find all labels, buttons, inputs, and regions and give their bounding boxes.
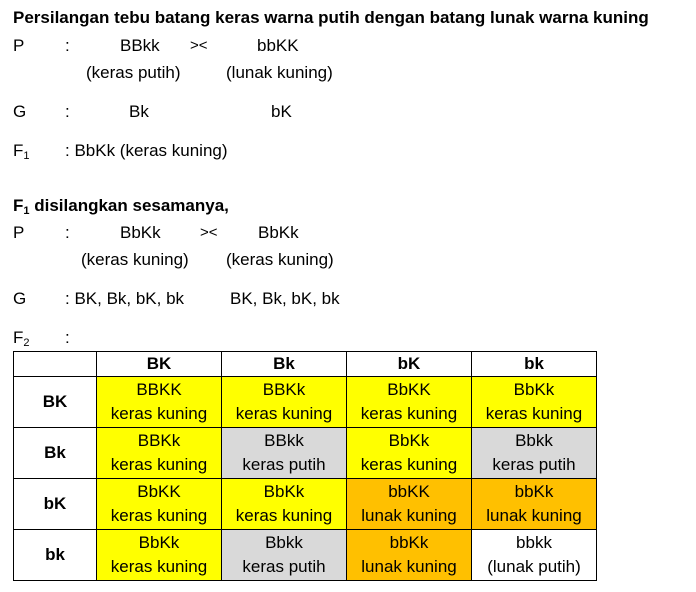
phenotype: keras putih [492, 455, 576, 474]
offspring-cell [97, 479, 222, 530]
genotype: BbKk [388, 431, 430, 450]
phenotype: lunak kuning [361, 506, 457, 525]
col-header: Bk [222, 352, 347, 377]
g-label: G [13, 102, 27, 121]
gamete-1: Bk [129, 102, 149, 121]
cross-symbol: >< [190, 37, 208, 54]
genotype: BbKk [513, 380, 555, 399]
genotype: bbKk [514, 482, 554, 501]
p2-colon: : [65, 223, 70, 242]
parent1-genotype: BbKk [120, 223, 161, 242]
parent2-genotype: bbKK [257, 36, 299, 55]
table-row [14, 377, 597, 428]
phenotype: (lunak putih) [487, 557, 581, 576]
row-header: Bk [14, 428, 97, 479]
phenotype: keras kuning [110, 506, 208, 525]
offspring-cell [347, 428, 472, 479]
phenotype: keras kuning [235, 506, 333, 525]
offspring-cell [472, 377, 597, 428]
phenotype: keras kuning [110, 557, 208, 576]
offspring-cell [472, 479, 597, 530]
f2-colon: : [65, 328, 70, 347]
gamete-2: bK [271, 102, 292, 121]
parent1-phenotype: (keras kuning) [81, 250, 189, 269]
phenotype: keras kuning [110, 455, 208, 474]
row-header: BK [14, 377, 97, 428]
row-header: bK [14, 479, 97, 530]
genotype: bbKk [389, 533, 429, 552]
genotype: BbKk [263, 482, 305, 501]
parent2-genotype: BbKk [258, 223, 299, 242]
parent2-phenotype: (lunak kuning) [226, 63, 333, 82]
genotype: bbKK [388, 482, 430, 501]
g-colon: : [65, 102, 70, 121]
p2-label: P [13, 223, 25, 242]
offspring-cell [472, 428, 597, 479]
phenotype: keras kuning [235, 404, 333, 423]
page-title: Persilangan tebu batang keras warna putih dengan batang lunak warna kuning [13, 8, 649, 27]
phenotype: keras kuning [360, 404, 458, 423]
g2-label: G [13, 289, 27, 308]
gamete-list-2: BK, Bk, bK, bk [230, 289, 340, 308]
phenotype: keras putih [242, 557, 326, 576]
offspring-cell [222, 479, 347, 530]
cross-symbol: >< [200, 224, 218, 241]
phenotype: keras kuning [110, 404, 208, 423]
f2-label: $F_2$ [13, 328, 30, 349]
col-header: bk [472, 352, 597, 377]
genotype: Bbkk [515, 431, 553, 450]
col-header: BK [97, 352, 222, 377]
corner-cell [14, 352, 97, 377]
genotype: BbKK [387, 380, 431, 399]
genotype: BbKK [137, 482, 181, 501]
table-row [14, 428, 597, 479]
genotype: BBKK [136, 380, 182, 399]
genotype: bbkk [516, 533, 552, 552]
p-label: P [13, 36, 25, 55]
parent1-genotype: BBkk [120, 36, 160, 55]
phenotype: keras kuning [360, 455, 458, 474]
row-header: bk [14, 530, 97, 581]
phenotype: lunak kuning [361, 557, 457, 576]
genotype: BBKk [137, 431, 181, 450]
f1-result: : BbKk (keras kuning) [65, 141, 228, 160]
offspring-cell [222, 428, 347, 479]
genotype: BbKk [138, 533, 180, 552]
gamete-list-1: : BK, Bk, bK, bk [65, 289, 185, 308]
offspring-cell [97, 377, 222, 428]
p-colon: : [65, 36, 70, 55]
offspring-cell [222, 530, 347, 581]
phenotype: lunak kuning [486, 506, 582, 525]
phenotype: keras kuning [485, 404, 583, 423]
genotype: BBkk [264, 431, 304, 450]
offspring-cell [97, 428, 222, 479]
table-row [14, 479, 597, 530]
table-row [14, 530, 597, 581]
offspring-cell [347, 530, 472, 581]
genotype: BBKk [262, 380, 306, 399]
offspring-cell [97, 530, 222, 581]
header-row [14, 352, 597, 377]
offspring-cell [347, 479, 472, 530]
parent1-phenotype: (keras putih) [86, 63, 181, 82]
offspring-cell [347, 377, 472, 428]
genotype: Bbkk [265, 533, 303, 552]
f1-cross-heading: $F_1$ disilangkan sesamanya, [13, 196, 229, 217]
phenotype: keras putih [242, 455, 326, 474]
offspring-cell [222, 377, 347, 428]
offspring-cell [472, 530, 597, 581]
punnett-square [13, 351, 597, 581]
f1-label: $F_1$ [13, 141, 30, 162]
parent2-phenotype: (keras kuning) [226, 250, 334, 269]
col-header: bK [347, 352, 472, 377]
